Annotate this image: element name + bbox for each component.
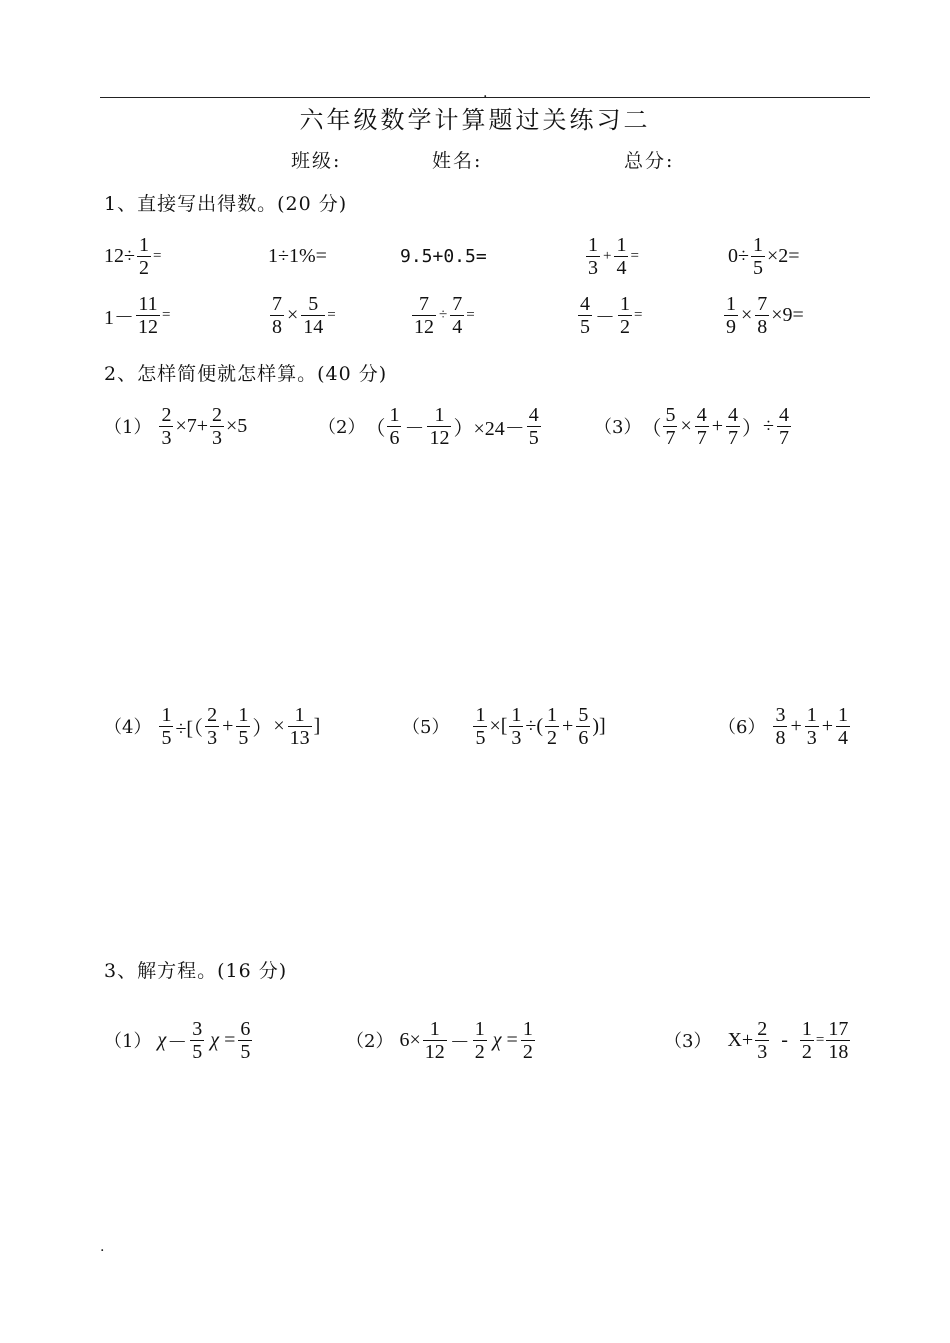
problem-1-5: [728, 228, 800, 284]
numerator: 2: [207, 703, 218, 726]
problem-number: （2）: [346, 1031, 394, 1052]
operator: －: [404, 417, 425, 440]
denominator: 4: [838, 726, 849, 749]
section-2-heading: 2、怎样简便就怎样算。(40 分): [104, 363, 388, 385]
numerator: 1: [511, 703, 522, 726]
denominator: 3: [806, 726, 817, 749]
numerator: 4: [580, 292, 590, 315]
numerator: 11: [138, 292, 158, 315]
denominator: 5: [752, 256, 763, 279]
fraction: [473, 704, 487, 749]
page-title: 六年级数学计算题过关练习二: [299, 106, 651, 134]
numerator: 1: [588, 233, 598, 256]
equals-sign: =: [152, 247, 162, 264]
fraction: [270, 293, 284, 338]
denominator: 18: [828, 1040, 849, 1063]
problem-2-1: [104, 398, 247, 454]
numerator: 4: [528, 403, 539, 426]
numerator: 1: [238, 703, 249, 726]
numerator: 1: [752, 233, 763, 256]
operator: ÷[（: [175, 717, 204, 740]
problem-1-1: [104, 228, 161, 284]
paren: ）: [453, 417, 474, 440]
paren: ）: [252, 717, 273, 740]
denominator: 5: [475, 726, 486, 749]
numerator: 7: [452, 292, 463, 315]
problem-1-8: [410, 287, 475, 343]
fraction: [301, 293, 325, 338]
numerator: 6: [240, 1017, 251, 1040]
problem-number: （1）: [104, 1031, 152, 1052]
numerator: 3: [192, 1017, 203, 1040]
class-label: 班级:: [291, 150, 342, 172]
numerator: 3: [775, 703, 786, 726]
equation-3-1: [104, 1012, 254, 1068]
fraction: [136, 293, 160, 338]
variable: χ: [157, 1028, 167, 1051]
operator: ×: [287, 303, 299, 326]
operator: -: [781, 1028, 788, 1051]
problem-2-4: [104, 698, 320, 754]
denominator: 12: [429, 426, 450, 449]
denominator: 13: [289, 726, 310, 749]
operator: ×: [741, 303, 753, 326]
numerator: 1: [474, 1017, 485, 1040]
denominator: 5: [528, 426, 539, 449]
denominator: 7: [728, 426, 739, 449]
operator: －: [449, 1031, 470, 1054]
denominator: 8: [757, 315, 768, 338]
fraction: [836, 704, 850, 749]
equals-sign: =: [506, 1028, 518, 1051]
denominator: 5: [240, 1040, 251, 1063]
operator: ×: [273, 714, 285, 737]
numerator: 1: [434, 403, 445, 426]
problem-2-2: [318, 398, 543, 454]
denominator: 2: [522, 1040, 533, 1063]
operand: 0÷: [728, 244, 749, 267]
fraction: [159, 404, 173, 449]
numerator: 1: [806, 703, 817, 726]
operator: +: [222, 714, 234, 737]
operator: +: [603, 247, 612, 264]
operand: ×2=: [766, 244, 800, 267]
fraction: [412, 293, 436, 338]
fraction: [826, 1018, 850, 1063]
fraction: [238, 1018, 252, 1063]
numerator: 1: [161, 703, 172, 726]
problem-1-6: [104, 287, 170, 343]
fraction: [755, 293, 769, 338]
numerator: 5: [308, 292, 319, 315]
numerator: 1: [547, 703, 558, 726]
fraction: [614, 234, 628, 279]
denominator: 2: [138, 256, 149, 279]
fraction: [545, 704, 559, 749]
numerator: 1: [726, 292, 736, 315]
denominator: 2: [801, 1040, 812, 1063]
operand: 12÷: [104, 244, 135, 267]
denominator: 14: [303, 315, 324, 338]
equals-sign: =: [224, 1028, 236, 1051]
numerator: 1: [801, 1017, 812, 1040]
denominator: 12: [138, 315, 158, 338]
header-rule: [100, 97, 870, 98]
numerator: 1: [294, 703, 305, 726]
equals-sign: =: [634, 306, 643, 323]
fraction: [159, 704, 173, 749]
operand: ×9=: [771, 303, 804, 326]
numerator: 1: [522, 1017, 533, 1040]
fraction: [800, 1018, 814, 1063]
equals-sign: =: [327, 306, 336, 323]
fraction: [586, 234, 600, 279]
fraction: [618, 293, 632, 338]
numerator: 1: [838, 703, 849, 726]
problem-1-7: [268, 287, 336, 343]
fraction: [205, 704, 219, 749]
fraction: [724, 293, 738, 338]
equation-3-2: [346, 1012, 537, 1068]
fraction: [190, 1018, 204, 1063]
problem-number: （2）: [318, 417, 366, 438]
numerator: 1: [616, 233, 627, 256]
top-dot: .: [483, 85, 488, 101]
operator: +: [790, 714, 802, 737]
numerator: 5: [665, 403, 676, 426]
numerator: 4: [728, 403, 739, 426]
denominator: 7: [696, 426, 707, 449]
fraction: [137, 234, 151, 279]
denominator: 6: [578, 726, 589, 749]
problem-2-3: [594, 398, 793, 454]
denominator: 5: [580, 315, 590, 338]
numerator: 1: [620, 292, 630, 315]
fraction: [509, 704, 523, 749]
operator: ×: [680, 414, 692, 437]
denominator: 4: [452, 315, 463, 338]
problem-1-2: 1÷1%=: [268, 244, 327, 267]
fraction: [423, 1018, 447, 1063]
denominator: 3: [588, 256, 598, 279]
denominator: 4: [616, 256, 627, 279]
denominator: 5: [192, 1040, 203, 1063]
denominator: 5: [238, 726, 249, 749]
paren: （: [365, 417, 386, 440]
numerator: 1: [389, 403, 400, 426]
operator: +: [562, 714, 574, 737]
numerator: 17: [828, 1017, 849, 1040]
operator: +: [821, 714, 834, 737]
denominator: 3: [207, 726, 218, 749]
variable: χ: [210, 1028, 220, 1051]
fraction: [288, 704, 312, 749]
section-1-heading: 1、直接写出得数。(20 分): [104, 193, 348, 215]
denominator: 9: [726, 315, 736, 338]
operand: 1－: [104, 306, 134, 329]
fraction: [805, 704, 819, 749]
bracket: ]: [313, 714, 321, 737]
numerator: 1: [138, 233, 149, 256]
numerator: 4: [779, 403, 789, 426]
numerator: 7: [757, 292, 768, 315]
operand: 6×: [399, 1028, 421, 1051]
operator: ×[: [489, 714, 508, 737]
fraction: [576, 704, 590, 749]
problem-2-5: [402, 698, 606, 754]
problem-number: （3）: [664, 1031, 712, 1052]
denominator: 2: [474, 1040, 485, 1063]
bracket: )]: [592, 714, 606, 737]
operand: X+: [727, 1028, 754, 1051]
fraction: [773, 704, 787, 749]
equation-3-3: [664, 1012, 852, 1068]
numerator: 1: [429, 1017, 440, 1040]
denominator: 7: [665, 426, 676, 449]
equals-sign: =: [815, 1031, 825, 1048]
problem-1-4: [584, 228, 639, 284]
operator: ÷: [439, 306, 448, 323]
numerator: 2: [212, 403, 223, 426]
fraction: [527, 404, 541, 449]
paren: （: [641, 417, 662, 440]
problem-number: （6）: [718, 717, 766, 738]
variable: χ: [492, 1028, 502, 1051]
operator: ×5: [226, 414, 248, 437]
fraction: [751, 234, 765, 279]
denominator: 8: [775, 726, 786, 749]
fraction: [726, 404, 740, 449]
denominator: 5: [161, 726, 172, 749]
numerator: 7: [272, 292, 282, 315]
fraction: [578, 293, 592, 338]
fraction: [755, 1018, 769, 1063]
denominator: 2: [620, 315, 630, 338]
problem-number: （4）: [104, 717, 152, 738]
problem-2-6: [718, 698, 852, 754]
operator: －: [167, 1031, 188, 1054]
fraction: [210, 404, 224, 449]
denominator: 6: [389, 426, 400, 449]
operator: ÷: [763, 414, 774, 437]
denominator: 3: [511, 726, 522, 749]
fraction: [473, 1018, 487, 1063]
equals-sign: =: [162, 306, 171, 323]
operator: ×24－: [473, 417, 525, 440]
denominator: 3: [161, 426, 172, 449]
numerator: 5: [578, 703, 589, 726]
operator: ÷(: [525, 714, 544, 737]
operator: ×7+: [175, 414, 209, 437]
denominator: 7: [779, 426, 789, 449]
denominator: 3: [757, 1040, 768, 1063]
numerator: 2: [757, 1017, 768, 1040]
problem-1-9: [576, 287, 642, 343]
problem-number: （5）: [402, 717, 450, 738]
equals-sign: =: [466, 306, 475, 323]
paren: ）: [742, 417, 763, 440]
numerator: 4: [696, 403, 707, 426]
bottom-dot: .: [100, 1239, 105, 1255]
denominator: 3: [212, 426, 223, 449]
equals-sign: =: [630, 247, 639, 264]
operator: －: [595, 306, 615, 329]
denominator: 2: [547, 726, 558, 749]
problem-1-3: 9.5+0.5=: [400, 245, 487, 267]
problem-number: （3）: [594, 417, 642, 438]
section-3-heading: 3、解方程。(16 分): [104, 960, 288, 982]
numerator: 2: [161, 403, 172, 426]
fraction: [777, 404, 791, 449]
denominator: 12: [414, 315, 434, 338]
fraction: [387, 404, 401, 449]
score-label: 总分:: [624, 150, 675, 172]
fraction: [450, 293, 464, 338]
operator: +: [711, 414, 724, 437]
problem-1-10: [722, 287, 804, 343]
fraction: [695, 404, 709, 449]
denominator: 8: [272, 315, 282, 338]
fraction: [427, 404, 451, 449]
fraction: [521, 1018, 535, 1063]
name-label: 姓名:: [432, 150, 483, 172]
denominator: 12: [424, 1040, 445, 1063]
fraction: [236, 704, 250, 749]
numerator: 1: [475, 703, 486, 726]
numerator: 7: [419, 292, 429, 315]
fraction: [663, 404, 677, 449]
problem-number: （1）: [104, 417, 152, 438]
